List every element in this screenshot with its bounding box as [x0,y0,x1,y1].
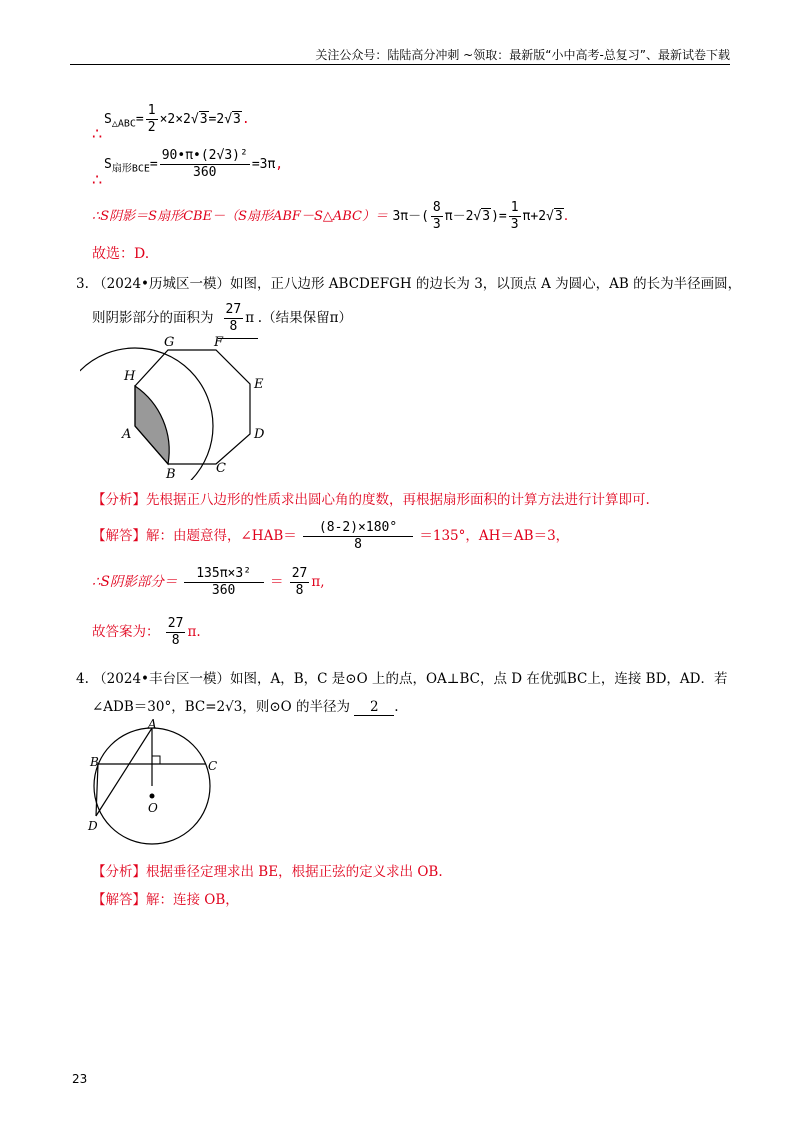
label-o: O [148,801,158,815]
formula-s-sector-bce: $S_{扇形BCE}=$ $\frac{\text{90•π•(2√3)²}}{360}$ =3π, [104,148,284,180]
label-d: D [254,427,265,442]
q3-text-line2: 则阴影部分的面积为 $\frac{27}{8}$ π .（结果保留π） [92,298,352,339]
therefore-symbol-2: ∴ [92,170,103,189]
formula-s-abc: $S_{\triangle ABC}=$ $\frac{1}{2}$ ×2×2√3=2√3. [104,103,250,135]
label-d: D [88,819,98,833]
fraction-half: $\frac{1}{2}$ [147,103,156,135]
right-angle-mark [152,756,160,764]
page-header: 关注公众号：陆陆高分冲刺 ~领取：最新版“小中高考-总复习”、最新试卷下载 [315,48,730,62]
q3-final-answer: 故答案为： $\frac{27}{8}$ π. [92,616,201,648]
page-number: 23 [72,1072,88,1086]
q4-text-line1: 4. （2024•丰台区一模）如图，A，B，C 是⊙O 上的点，OA⊥BC，点 D 在优弧BC上，连接 BD，AD．若 [76,671,728,687]
q4-text-line2: ∠ADB＝30°，BC=2√3，则⊙O 的半径为 2 . [92,699,399,715]
label-h: H [124,369,136,384]
label-b: B [90,755,99,769]
header-rule [70,64,730,65]
segment-ad [96,728,152,816]
therefore-symbol-1: ∴ [92,124,103,143]
q3-analysis: 【分析】先根据正八边形的性质求出圆心角的度数，再根据扇形面积的计算方法进行计算即可. [92,492,650,508]
label-a: A [122,427,132,442]
q4-analysis: 【分析】根据垂径定理求出 BE，根据正弦的定义求出 OB. [92,864,443,880]
q3-text-line1: 3. （2024•历城区一模）如图，正八边形 ABCDEFGH 的边长为 3，以顶点 A 为圆心，AB 的长为半径画圆， [76,276,742,292]
center-point-o [150,794,155,799]
label-f: F [214,335,224,350]
q3-answer-blank: $\frac{27}{8}$ π [218,298,258,339]
q4-answer-blank: 2 [354,699,394,716]
choose-answer: 故选：D. [92,246,150,262]
q4-solution: 【解答】解：连接 OB， [92,892,239,908]
fraction-sector: $\frac{\text{90•π•(2√3)²}}{360}$ [161,148,248,180]
q3-solution: 【解答】解：由题意得，∠HAB＝ $\frac{(8-2)\times 180^\circ}{8}$ ＝135°，AH＝AB＝3， [92,520,570,552]
label-c: C [216,461,226,476]
circle-figure [82,716,222,846]
label-g: G [164,335,175,350]
formula-shaded-area: ∴S阴影＝S扇形CBE－（S扇形ABF－S△ABC）＝ 3π－( $\frac{8}{3}$ π－2√3)= $\frac{1}{3}$ π+2√3. [92,199,569,232]
label-b: B [166,467,176,480]
label-a: A [148,717,157,731]
octagon-figure [80,330,280,480]
label-c: C [208,759,218,773]
q3-area: ∴S阴影部分＝ $\frac{\text{135π×3²}}{360}$ ＝ $\frac{27}{8}$ π, [92,566,325,598]
label-e: E [254,377,264,392]
shaded-sector [135,386,169,464]
